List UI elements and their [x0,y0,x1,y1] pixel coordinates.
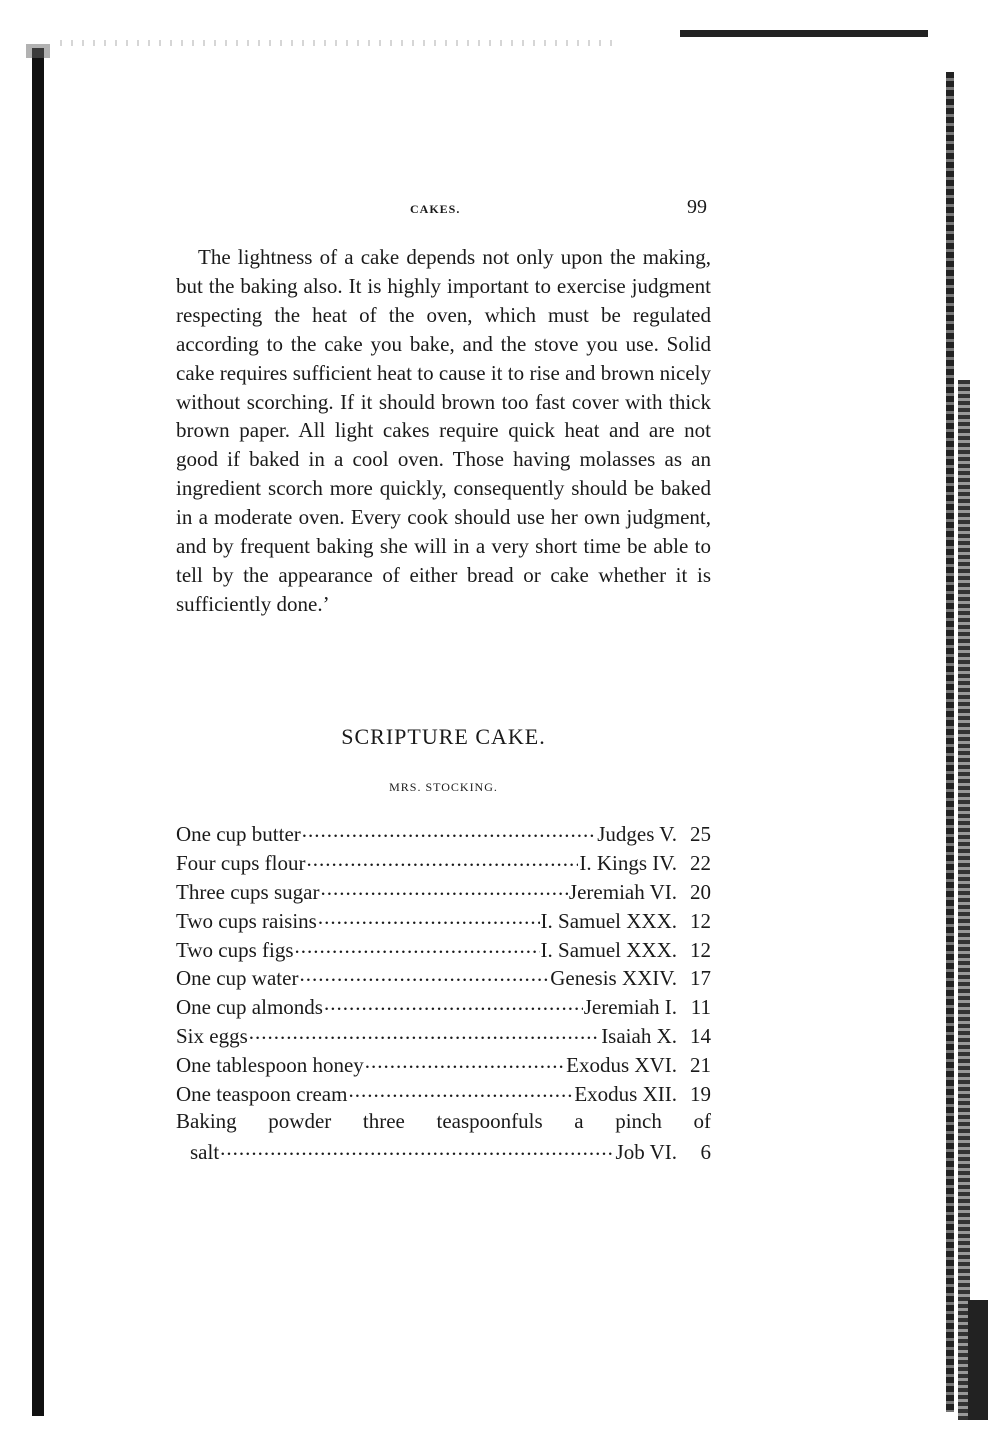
scripture-reference: I. Kings IV. [579,850,677,875]
ingredient-item: Four cups flour [176,850,306,875]
running-head [176,196,711,222]
ingredient-row [176,820,711,849]
scripture-reference: Job VI. [615,1139,677,1164]
verse-number: 12 [690,908,711,933]
page-top-edge [680,30,928,37]
verse-number: 25 [690,822,711,846]
ingredient-item: One cup butter [176,822,301,846]
leader-dots [324,993,583,1014]
ingredient-item: One tablespoon honey [176,1053,364,1078]
ingredient-row [176,1022,711,1051]
verse-number: 14 [690,1024,711,1049]
page-corner-shadow [968,1300,988,1420]
verse-number: 19 [690,1082,711,1107]
ingredient-item: Baking powder three teaspoonfuls a pinch of [176,1108,711,1133]
leader-dots [307,849,579,870]
page-right-edge-inner [958,380,970,1420]
verse-number: 12 [690,937,711,962]
scripture-reference: Jeremiah I. [583,995,677,1020]
ingredient-item: Two cups raisins [176,908,317,933]
scripture-reference: Isaiah X. [601,1024,677,1049]
ingredient-row [176,878,711,907]
ingredient-list [176,820,711,1167]
scan-speckle [60,40,620,46]
ingredient-row [176,1051,711,1080]
ingredient-row [176,907,711,936]
leader-dots [318,907,540,928]
page-binding-edge [32,48,44,1416]
page-number: 99 [687,196,707,218]
leader-dots [295,936,540,957]
ingredient-row [176,1138,711,1167]
ingredient-row [176,1080,711,1109]
intro-paragraph: The lightness of a cake depends not only upon the making, but the baking also. It is highly important to exercise judgment respecting the heat of the oven, which must be regulated according to the cake you bake, and the stove you use. Solid cake requires sufficient heat to cause it to rise and brown nicely without scorching. If it should brown too fast cover with thick brown paper. All light cakes require quick heat and are not good if baked in a cool oven. Those having molasses as an ingredient scorch more quickly, consequently should be baked in a moderate oven. Every cook should use her own judgment, and by frequent baking she will in a very short time be able to tell by the appearance of either bread or cake whether it is sufficiently done.’ [176,245,711,616]
verse-number: 17 [690,966,711,991]
ingredient-item: One teaspoon cream [176,1082,348,1107]
leader-dots [365,1051,565,1072]
verse-number: 21 [690,1053,711,1078]
leader-dots [249,1022,600,1043]
ingredient-item: Three cups sugar [176,879,320,904]
recipe-author: MRS. STOCKING. [389,780,498,794]
ingredient-row-continued [176,1109,711,1138]
scripture-reference: Exodus XII. [574,1082,677,1107]
leader-dots [220,1138,614,1159]
scripture-reference: Judges V. [597,822,677,846]
leader-dots [348,1080,573,1101]
ingredient-row [176,964,711,993]
leader-dots [302,820,596,841]
ingredient-row [176,993,711,1022]
ingredient-item: Two cups figs [176,937,294,962]
running-title: CAKES. [410,202,461,216]
ingredient-item: One cup water [176,966,299,991]
scripture-reference: Exodus XVI. [566,1053,677,1078]
page-right-edge [946,72,954,1412]
verse-number: 22 [690,850,711,875]
leader-dots [299,964,549,985]
verse-number: 11 [690,995,711,1020]
scripture-reference: I. Samuel XXX. [540,937,677,962]
leader-dots [320,878,567,899]
ingredient-row [176,849,711,878]
ingredient-row [176,936,711,965]
scripture-reference: Genesis XXIV. [550,966,677,991]
verse-number: 20 [690,879,711,904]
ingredient-item: One cup almonds [176,995,323,1020]
verse-number: 6 [700,1139,711,1164]
scripture-reference: Jeremiah VI. [568,879,677,904]
ingredient-item: Six eggs [176,1024,248,1049]
ingredient-item: salt [190,1139,220,1164]
scripture-reference: I. Samuel XXX. [540,908,677,933]
recipe-title: SCRIPTURE CAKE. [341,724,546,749]
